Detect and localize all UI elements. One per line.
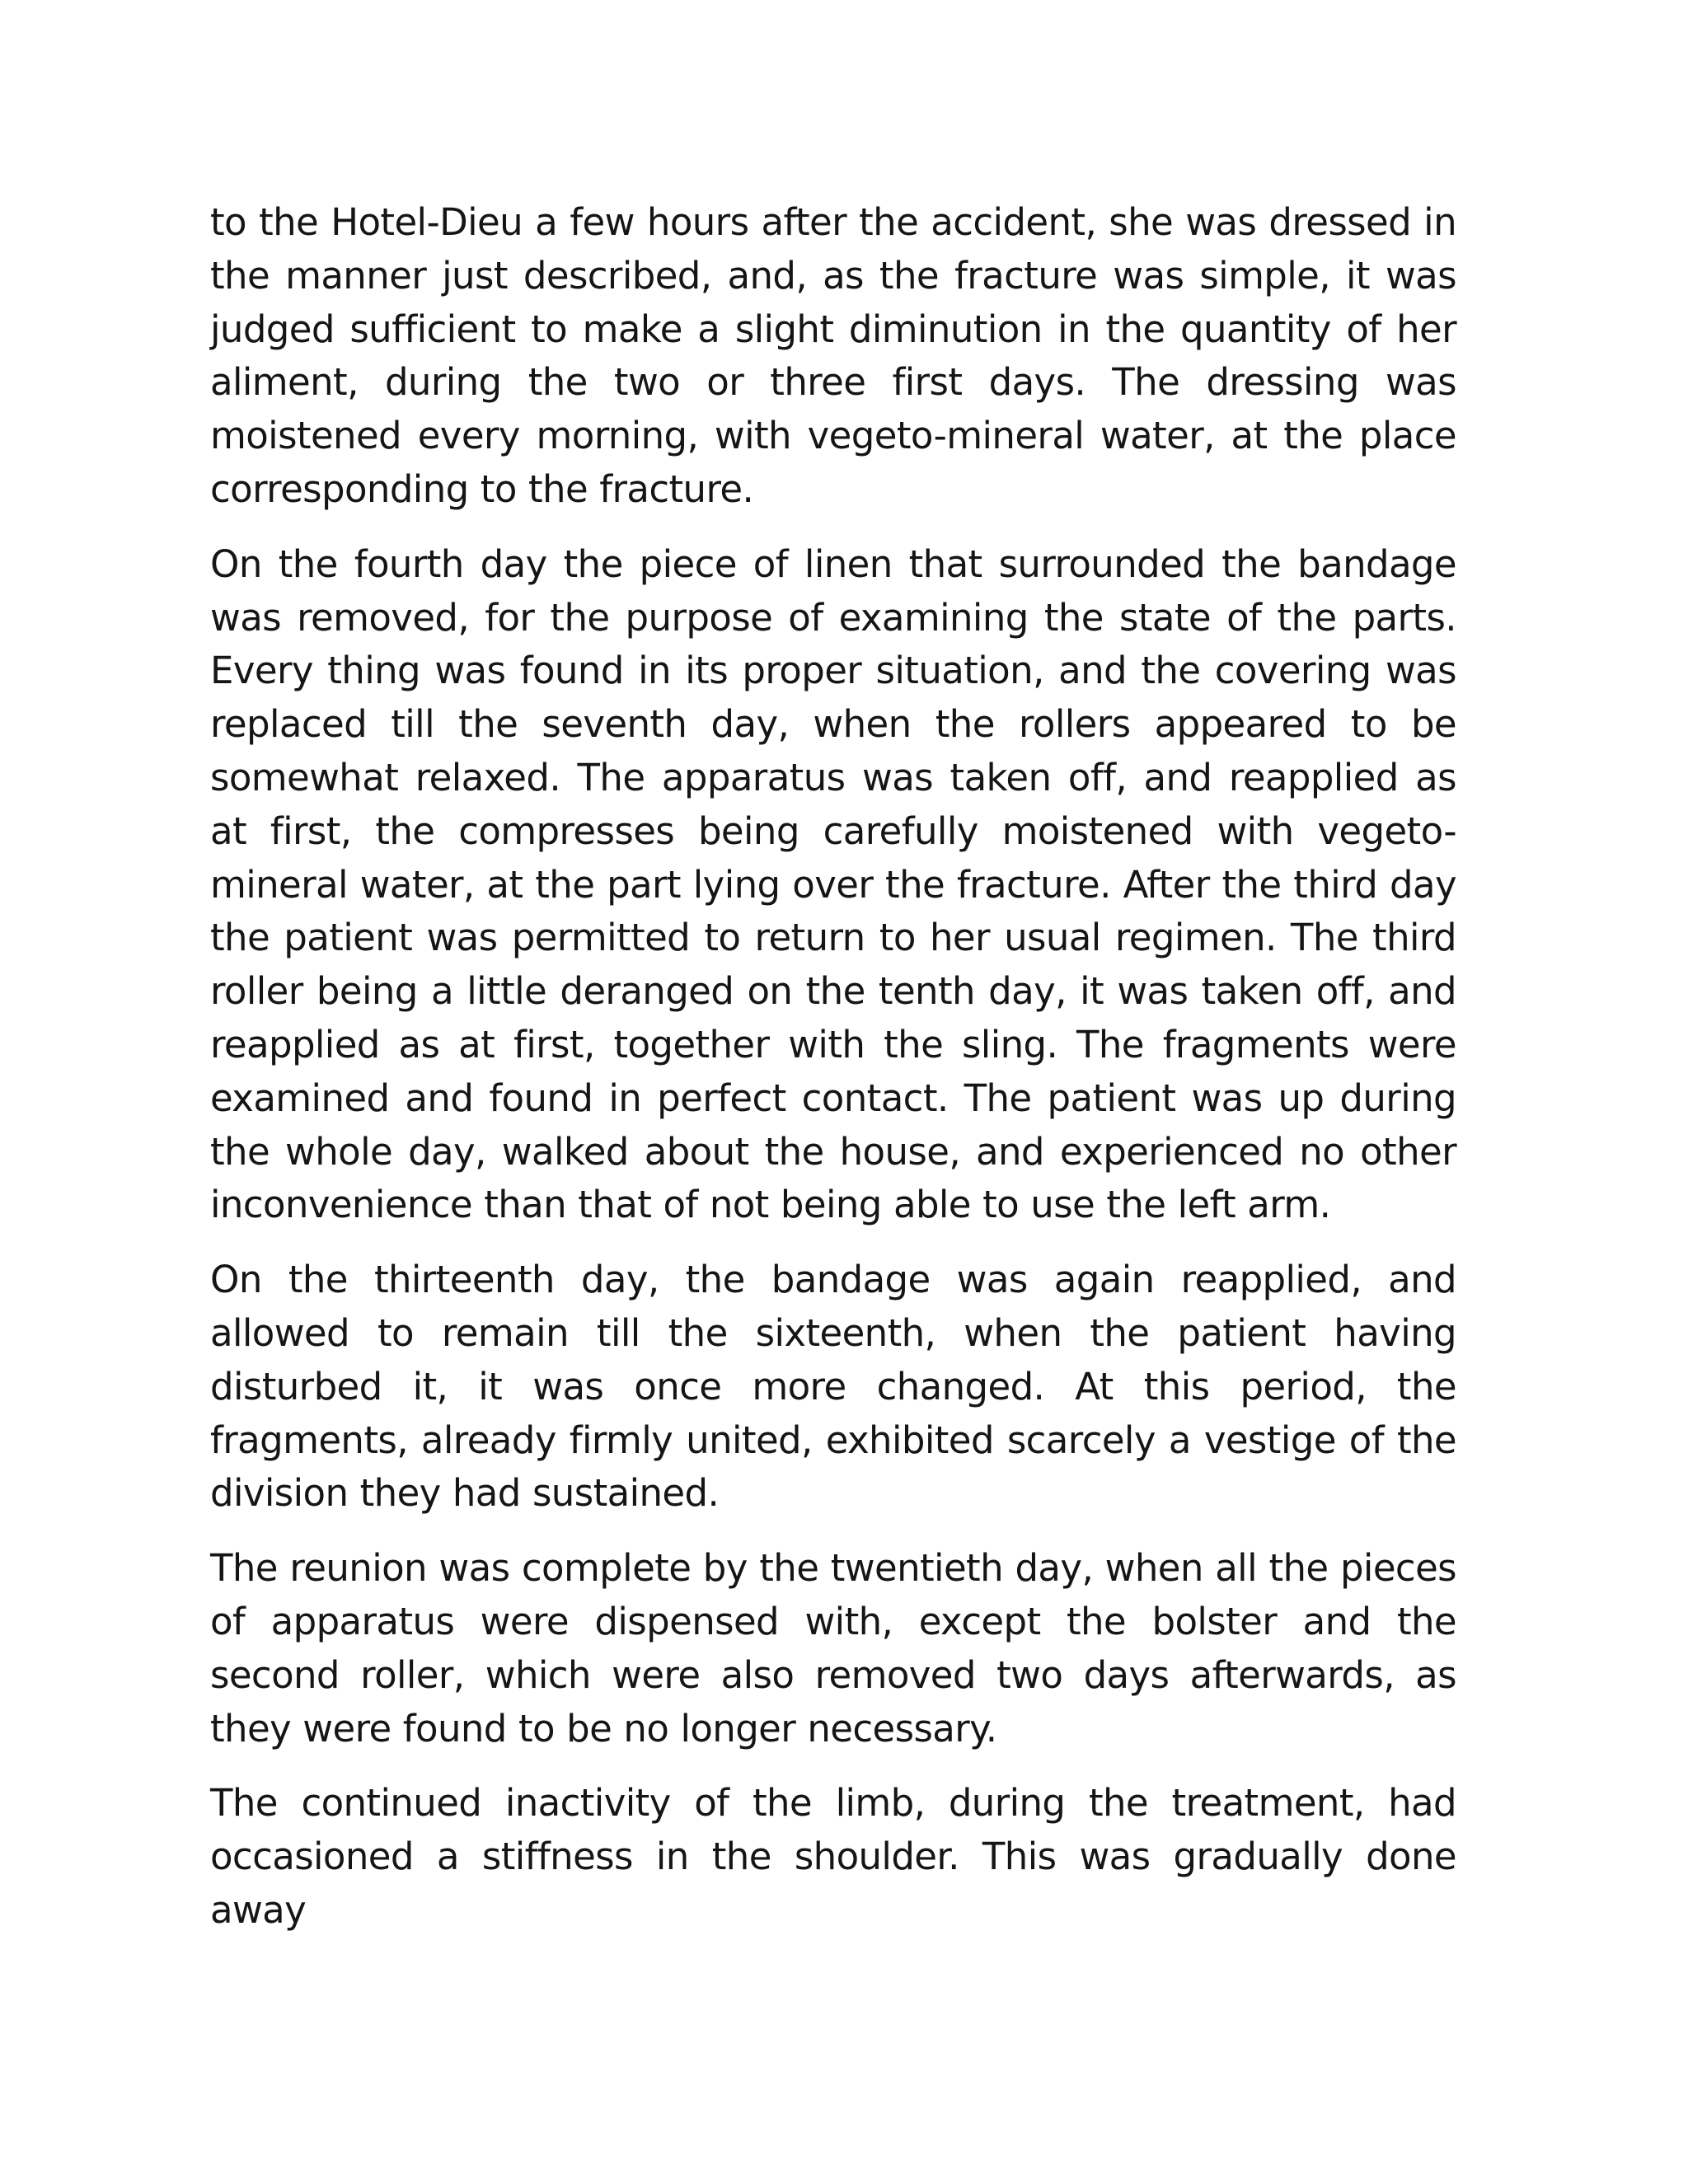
paragraph-5: The continued inactivity of the limb, during the treatment, had occasioned a stiffness in the shoulder. This was gradually done away [210, 1781, 1456, 1932]
paragraph-4: The reunion was complete by the twentieth day, when all the pieces of apparatus were dispensed with, except the bolster and the second roller, which were also removed two days afterwards, as they were found to be no longer necessary. [210, 1546, 1456, 1750]
document-page [210, 196, 1456, 1959]
paragraph-3: On the thirteenth day, the bandage was again reapplied, and allowed to remain till the sixteenth, when the patient having disturbed it, it was once more changed. At this period, the fragments, already firmly united, exhibited scarcely a vestige of the division they had sustained. [210, 1258, 1456, 1516]
paragraph-1: to the Hotel-Dieu a few hours after the accident, she was dressed in the manner just described, and, as the fracture was simple, it was judged sufficient to make a slight diminution in the quantity of her aliment, during the two or three first days. The dressing was moistened every morning, with vegeto-mineral water, at the place corresponding to the fracture. [210, 200, 1456, 511]
paragraph-2: On the fourth day the piece of linen that surrounded the bandage was removed, for the purpose of examining the state of the parts. Every thing was found in its proper situation, and the covering was replaced till the seventh day, when the rollers appeared to be somewhat relaxed. The apparatus was taken off, and reapplied as at first, the compresses being carefully moistened with vegeto-mineral water, at the part lying over the fracture. After the third day the patient was permitted to return to her usual regimen. The third roller being a little deranged on the tenth day, it was taken off, and reapplied as at first, together with the sling. The fragments were examined and found in perfect contact. The patient was up during the whole day, walked about the house, and experienced no other inconvenience than that of not being able to use the left arm. [210, 541, 1456, 1227]
